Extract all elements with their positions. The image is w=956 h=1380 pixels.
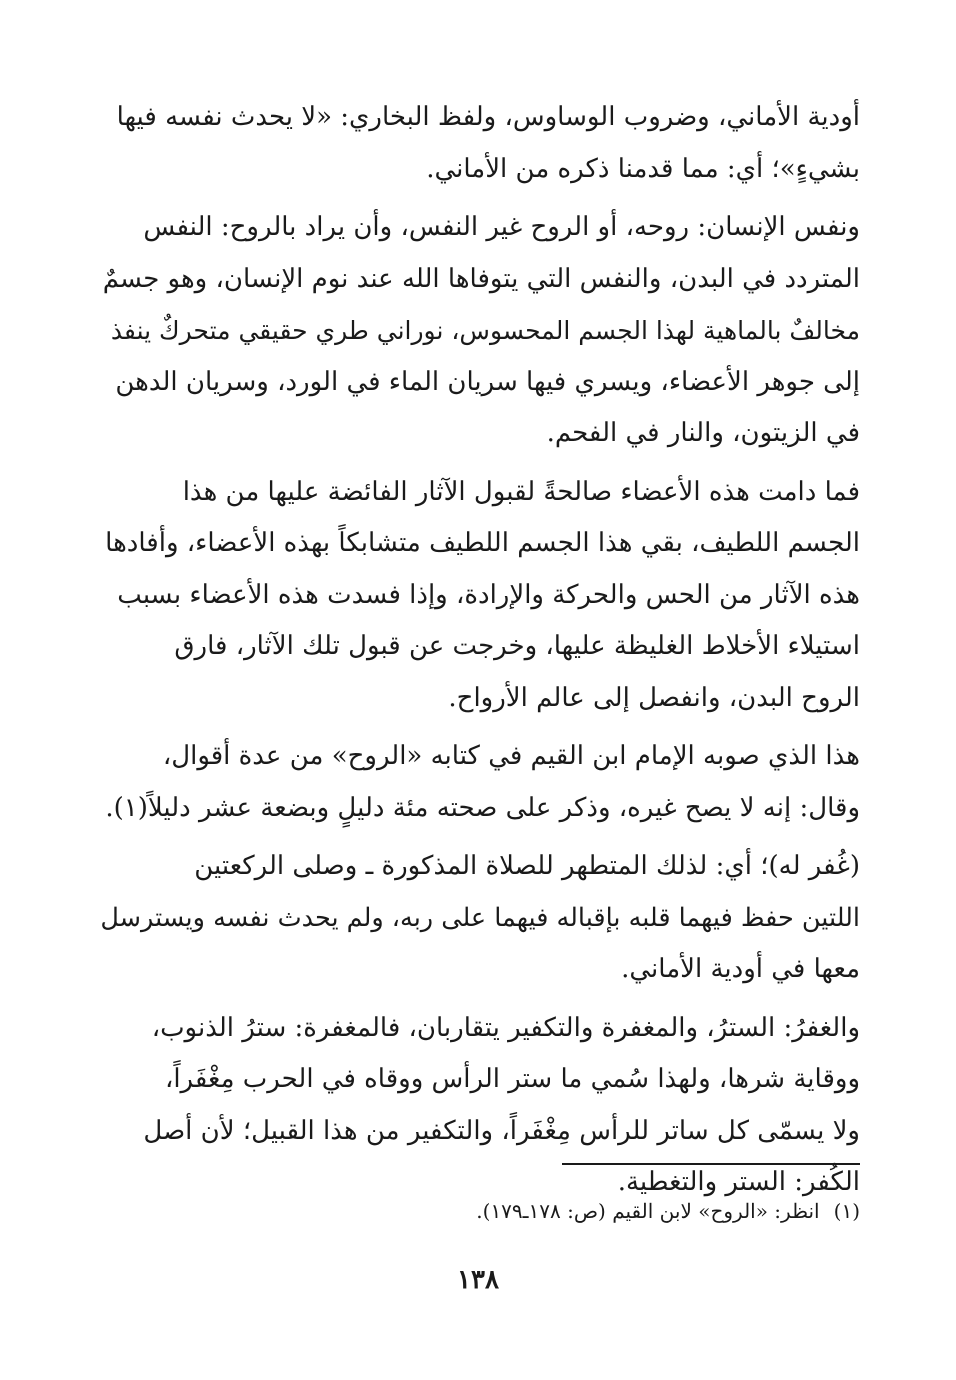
text-line: أودية الأماني، وضروب الوساوس، ولفظ البخاري: «لا يحدث نفسه فيها <box>116 102 860 132</box>
text-line: استيلاء الأخلاط الغليظة عليها، وخرجت عن قبول تلك الآثار، فارق <box>174 631 860 661</box>
text-line: ووقاية شرها، ولهذا سُمي ما ستر الرأس ووقاه في الحرب مِغْفَراً، <box>164 1064 860 1094</box>
footnote-divider <box>562 1163 860 1165</box>
text-line: معها في أودية الأماني. <box>621 954 860 984</box>
text-line: الكُفر: الستر والتغطية. <box>617 1167 860 1197</box>
footnote <box>120 1196 860 1226</box>
paragraph-ibn-qayyim <box>100 731 860 834</box>
paragraph-ghufr-definition <box>100 1003 860 1209</box>
text-line: مخالفٌ بالماهية لهذا الجسم المحسوس، نوراني طري حقيقي متحركٌ ينفذ <box>110 316 860 345</box>
page-number: ١٣٨ <box>457 1265 499 1295</box>
paragraph-ghufira-lahu <box>100 841 860 996</box>
paragraph-soul-definition <box>100 202 860 460</box>
text-line: (غُفر له)؛ أي: لذلك المتطهر للصلاة المذكورة ـ وصلى الركعتين <box>194 851 860 881</box>
text-line: وقال: إنه لا يصح غيره، وذكر على صحته مئة دليلٍ وبضعة عشر دليلاً(١). <box>105 792 860 823</box>
text-line: إلى جوهر الأعضاء، ويسري فيها سريان الماء في الورد، وسريان الدهن <box>115 366 860 397</box>
text-line: ونفس الإنسان: روحه، أو الروح غير النفس، وأن يراد بالروح: النفس <box>143 212 860 242</box>
paragraph-continuation <box>100 92 860 195</box>
text-line: هذا الذي صوبه الإمام ابن القيم في كتابه «الروح» من عدة أقوال، <box>162 741 860 771</box>
main-text <box>100 92 860 1216</box>
footnote-text: انظر: «الروح» لابن القيم (ص: ١٧٨ـ١٧٩). <box>476 1199 820 1223</box>
text-line: الجسم اللطيف، بقي هذا الجسم اللطيف متشابكاً بهذه الأعضاء، وأفادها <box>105 528 860 558</box>
paragraph-body-organs <box>100 467 860 725</box>
text-line: المتردد في البدن، والنفس التي يتوفاها الله عند نوم الإنسان، وهو جسمٌ <box>102 263 860 294</box>
text-line: الروح البدن، وانفصل إلى عالم الأرواح. <box>448 682 860 713</box>
text-line: فما دامت هذه الأعضاء صالحةً لقبول الآثار الفائضة عليها من هذا <box>182 476 860 507</box>
text-line: هذه الآثار من الحس والحركة والإرادة، وإذا فسدت هذه الأعضاء بسبب <box>117 579 860 610</box>
text-line: في الزيتون، والنار في الفحم. <box>546 418 860 448</box>
footnote-number: (١) <box>833 1199 860 1223</box>
text-line: ولا يسمّى كل ساتر للرأس مِغْفَراً، والتكفير من هذا القبيل؛ لأن أصل <box>143 1115 860 1146</box>
text-line: والغفرُ: السترُ، والمغفرة والتكفير يتقاربان، فالمغفرة: سترُ الذنوب، <box>151 1012 860 1043</box>
text-line: بشيءٍ»؛ أي: مما قدمنا ذكره من الأماني. <box>426 153 860 184</box>
text-line: اللتين حفظ فيهما قلبه بإقباله فيهما على ربه، ولم يحدث نفسه ويسترسل <box>100 902 860 933</box>
